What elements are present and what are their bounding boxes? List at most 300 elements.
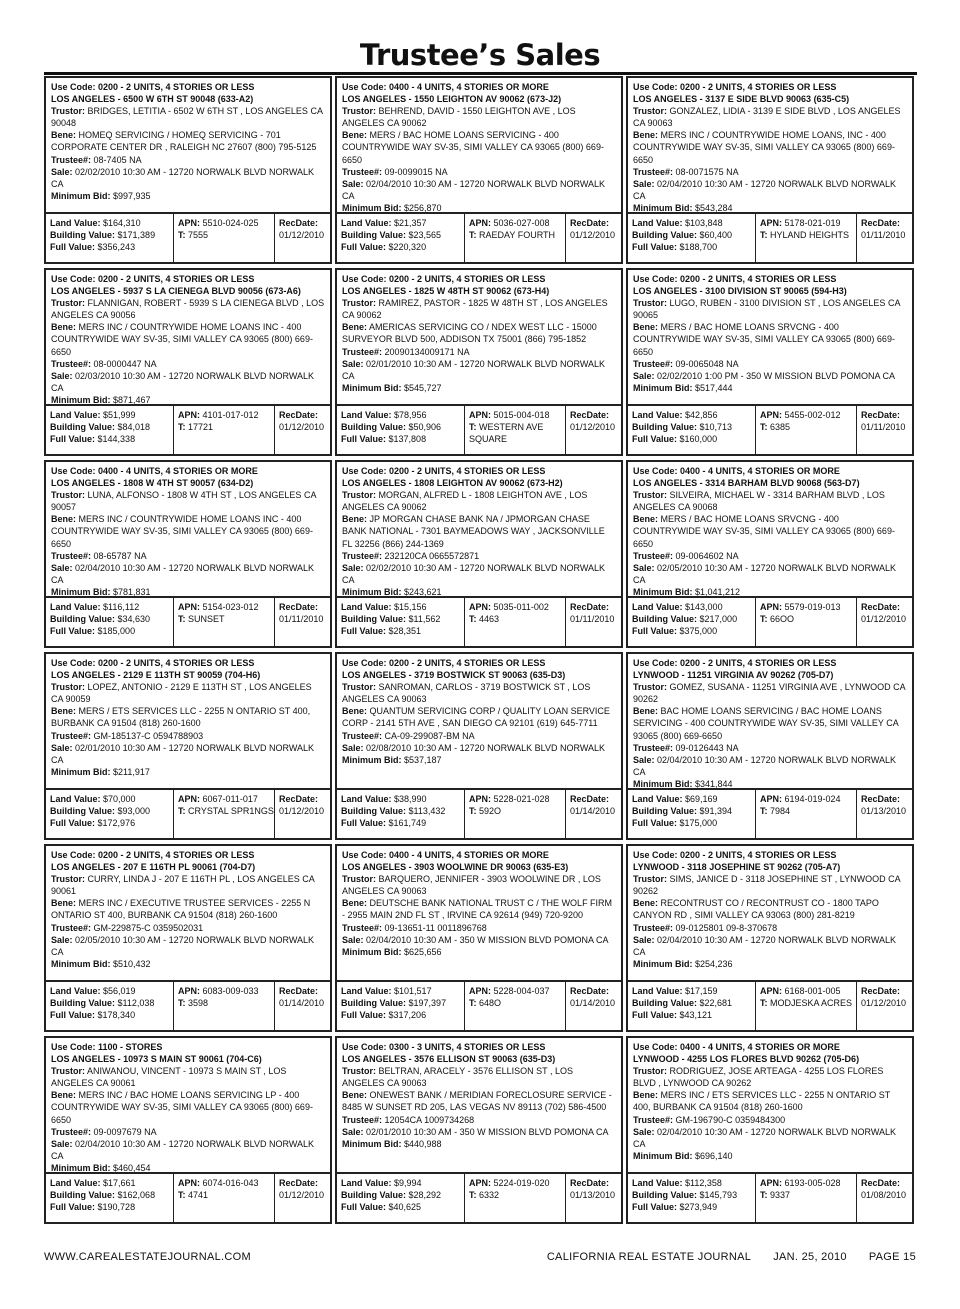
minimum-bid-label: Minimum Bid: bbox=[342, 382, 402, 393]
apn bbox=[760, 793, 856, 805]
beneficiary-label: Bene: bbox=[342, 898, 368, 909]
beneficiary-label: Bene: bbox=[51, 322, 77, 333]
property-address bbox=[51, 669, 325, 681]
building-value-value: $50,906 bbox=[408, 422, 442, 432]
value-block bbox=[46, 598, 174, 646]
listing-card bbox=[335, 460, 623, 648]
trustor bbox=[51, 681, 325, 705]
full-value-value: $137,808 bbox=[388, 434, 427, 444]
apn-block bbox=[174, 1174, 275, 1222]
listings-grid bbox=[44, 76, 917, 1228]
sale-info-value: 02/02/2010 10:30 AM - 12720 NORWALK BLVD NORWALK CA bbox=[342, 562, 605, 585]
beneficiary-value: MERS / BAC HOME LOANS SRVCNG - 400 COUNTRYWIDE WAY SV-35, SIMI VALLEY CA 93065 (800) 669-6650 bbox=[633, 322, 895, 357]
building-value bbox=[632, 805, 755, 817]
trustee-number bbox=[633, 166, 907, 178]
listing-values bbox=[337, 980, 621, 1030]
tract-label: T: bbox=[469, 806, 477, 816]
sale-info-value: 02/04/2010 10:30 AM - 12720 NORWALK BLVD NORWALK CA bbox=[633, 1126, 896, 1149]
trustee-number-value: 09-0099015 NA bbox=[384, 166, 448, 177]
building-value bbox=[50, 421, 173, 433]
beneficiary-label: Bene: bbox=[633, 1090, 659, 1101]
beneficiary-label: Bene: bbox=[51, 1090, 77, 1101]
building-value-value: $91,394 bbox=[699, 806, 733, 816]
trustee-number-label: Trustee#: bbox=[51, 358, 92, 369]
use-code bbox=[51, 849, 325, 861]
recdate-label bbox=[861, 985, 912, 997]
sale-info bbox=[51, 1138, 325, 1162]
minimum-bid-label: Minimum Bid: bbox=[342, 754, 402, 765]
sale-info-label: Sale: bbox=[633, 178, 655, 189]
trustee-number bbox=[342, 166, 616, 178]
value-block bbox=[46, 982, 174, 1030]
trustee-number-label: Trustee#: bbox=[633, 1114, 674, 1125]
tract-value: 3598 bbox=[188, 998, 209, 1008]
recdate-label-text: RecDate: bbox=[570, 410, 610, 420]
listing-card bbox=[44, 652, 332, 840]
recdate-value: 01/12/2010 bbox=[279, 806, 325, 816]
trustor bbox=[51, 873, 325, 897]
land-value bbox=[341, 409, 464, 421]
apn bbox=[178, 601, 274, 613]
minimum-bid bbox=[633, 958, 907, 970]
minimum-bid bbox=[342, 754, 616, 766]
building-value-label: Building Value: bbox=[632, 998, 698, 1008]
building-value-label: Building Value: bbox=[50, 1190, 116, 1200]
trustor-value: SIMS, JANICE D - 3118 JOSEPHINE ST , LYNWOOD CA 90262 bbox=[633, 874, 901, 897]
value-block bbox=[628, 214, 756, 262]
apn-value: 6067-011-017 bbox=[202, 794, 258, 804]
trustee-number-label: Trustee#: bbox=[51, 550, 92, 561]
property-address-text: LYNWOOD - 3118 JOSEPHINE ST 90262 (705-A7) bbox=[633, 862, 841, 873]
listing-card bbox=[44, 268, 332, 456]
apn-label: APN: bbox=[760, 794, 782, 804]
trustee-number bbox=[342, 922, 616, 934]
recdate-block bbox=[857, 982, 912, 1030]
trustor-label: Trustor: bbox=[633, 106, 668, 117]
trustor-value: RODRIGUEZ, JOSE ARTEAGA - 4255 LOS FLORES BLVD , LYNWOOD CA 90262 bbox=[633, 1066, 884, 1089]
minimum-bid-label: Minimum Bid: bbox=[51, 394, 111, 405]
recdate-label bbox=[861, 217, 912, 229]
beneficiary bbox=[342, 897, 616, 921]
trustee-number bbox=[51, 358, 325, 370]
apn-value: 5510-024-025 bbox=[202, 218, 259, 228]
trustee-number-value: 09-0097679 NA bbox=[93, 1126, 157, 1137]
full-value bbox=[50, 625, 173, 637]
apn-block bbox=[465, 790, 566, 838]
trustee-number-label: Trustee#: bbox=[342, 166, 383, 177]
trustor bbox=[633, 1065, 907, 1089]
full-value bbox=[341, 433, 464, 445]
land-value-value: $15,156 bbox=[394, 602, 427, 612]
building-value-label: Building Value: bbox=[50, 422, 116, 432]
beneficiary-value: RECONTRUST CO / RECONTRUST CO - 1800 TAPO CANYON RD , SIMI VALLEY CA 93063 (800) 281-8219 bbox=[633, 898, 879, 921]
value-block bbox=[628, 598, 756, 646]
tract-label: T: bbox=[469, 230, 477, 240]
full-value-value: $40,625 bbox=[388, 1202, 422, 1212]
property-address bbox=[342, 285, 616, 297]
listing-card bbox=[626, 844, 914, 1032]
use-code-text: Use Code: 0200 - 2 UNITS, 4 STORIES OR LESS bbox=[342, 274, 546, 284]
land-value-value: $70,000 bbox=[103, 794, 136, 804]
beneficiary bbox=[51, 1089, 325, 1125]
sale-info-value: 02/04/2010 10:30 AM - 12720 NORWALK BLVD NORWALK CA bbox=[51, 562, 314, 585]
land-value-label: Land Value: bbox=[341, 794, 392, 804]
use-code bbox=[633, 1041, 907, 1053]
beneficiary bbox=[633, 1089, 907, 1113]
listing-details bbox=[628, 1038, 912, 1162]
land-value bbox=[632, 601, 755, 613]
sale-info bbox=[342, 1126, 616, 1138]
trustee-number-value: CA-09-299087-BM NA bbox=[384, 730, 475, 741]
apn bbox=[178, 793, 274, 805]
use-code-text: Use Code: 0200 - 2 UNITS, 4 STORIES OR LESS bbox=[633, 850, 837, 860]
listing-values bbox=[46, 596, 330, 646]
minimum-bid-label: Minimum Bid: bbox=[342, 1138, 402, 1149]
minimum-bid-label: Minimum Bid: bbox=[342, 946, 402, 957]
tract bbox=[178, 421, 274, 433]
trustor-label: Trustor: bbox=[342, 874, 377, 885]
listing-details bbox=[46, 654, 330, 778]
recdate-value: 01/12/2010 bbox=[861, 998, 907, 1008]
trustor-label: Trustor: bbox=[342, 298, 377, 309]
trustee-number-value: 09-0125801 09-8-370678 bbox=[675, 922, 778, 933]
building-value-value: $113,432 bbox=[408, 806, 446, 816]
trustee-number-label: Trustee#: bbox=[51, 154, 92, 165]
recdate-label-text: RecDate: bbox=[279, 410, 319, 420]
building-value bbox=[50, 1189, 173, 1201]
value-block bbox=[337, 214, 465, 262]
apn bbox=[178, 985, 274, 997]
recdate-block bbox=[857, 598, 912, 646]
minimum-bid-value: $211,917 bbox=[113, 766, 150, 777]
trustor bbox=[51, 297, 325, 321]
apn-label: APN: bbox=[469, 794, 491, 804]
listing-values bbox=[628, 404, 912, 454]
trustor bbox=[633, 873, 907, 897]
building-value bbox=[341, 805, 464, 817]
listing-details bbox=[46, 78, 330, 202]
recdate-block bbox=[275, 214, 330, 262]
sale-info-label: Sale: bbox=[342, 178, 364, 189]
recdate-value: 01/12/2010 bbox=[570, 422, 616, 432]
trustor-value: BARQUERO, JENNIFER - 3903 WOOLWINE DR , LOS ANGELES CA 90063 bbox=[342, 874, 601, 897]
beneficiary-label: Bene: bbox=[342, 706, 368, 717]
tract-value: 6332 bbox=[479, 1190, 500, 1200]
value-block bbox=[628, 982, 756, 1030]
building-value-label: Building Value: bbox=[50, 998, 116, 1008]
tract-value: 7984 bbox=[770, 806, 791, 816]
tract-label: T: bbox=[178, 998, 186, 1008]
trustee-number-label: Trustee#: bbox=[633, 550, 674, 561]
recdate-label bbox=[279, 217, 330, 229]
recdate-block bbox=[857, 214, 912, 262]
land-value-label: Land Value: bbox=[50, 794, 101, 804]
apn-value: 5579-019-013 bbox=[784, 602, 841, 612]
land-value-label: Land Value: bbox=[632, 602, 683, 612]
listing-card bbox=[335, 652, 623, 840]
land-value bbox=[341, 1177, 464, 1189]
recdate-label bbox=[861, 793, 912, 805]
use-code-text: Use Code: 0200 - 2 UNITS, 4 STORIES OR LESS bbox=[633, 658, 837, 668]
beneficiary bbox=[51, 897, 325, 921]
listing-values bbox=[337, 212, 621, 262]
full-value bbox=[341, 625, 464, 637]
trustee-number bbox=[633, 922, 907, 934]
sale-info-value: 02/02/2010 10:30 AM - 12720 NORWALK BLVD NORWALK CA bbox=[51, 166, 314, 189]
trustor-value: GOMEZ, SUSANA - 11251 VIRGINIA AVE , LYNWOOD CA 90262 bbox=[633, 682, 906, 705]
beneficiary bbox=[633, 513, 907, 549]
property-address bbox=[342, 861, 616, 873]
beneficiary-label: Bene: bbox=[633, 130, 659, 141]
recdate-value: 01/13/2010 bbox=[570, 1190, 616, 1200]
property-address-text: LOS ANGELES - 3576 ELLISON ST 90063 (635-D3) bbox=[342, 1054, 556, 1065]
beneficiary-value: MERS / BAC HOME LOANS SRVCNG - 400 COUNTRYWIDE WAY SV-35, SIMI VALLEY CA 93065 (800) 669-6650 bbox=[633, 514, 895, 549]
trustor-value: LUNA, ALFONSO - 1808 W 4TH ST , LOS ANGELES CA 90057 bbox=[51, 490, 316, 513]
sale-info-label: Sale: bbox=[633, 562, 655, 573]
beneficiary-label: Bene: bbox=[51, 706, 77, 717]
minimum-bid bbox=[633, 382, 907, 394]
trustor-label: Trustor: bbox=[51, 106, 86, 117]
apn-label: APN: bbox=[178, 794, 200, 804]
use-code-text: Use Code: 0400 - 4 UNITS, 4 STORIES OR MORE bbox=[633, 1042, 840, 1052]
recdate-value: 01/11/2010 bbox=[570, 614, 615, 624]
sale-info-label: Sale: bbox=[342, 562, 364, 573]
trustor-value: GONZALEZ, LIDIA - 3139 E SIDE BLVD , LOS ANGELES CA 90063 bbox=[633, 106, 901, 129]
building-value bbox=[632, 229, 755, 241]
property-address bbox=[51, 477, 325, 489]
property-address-text: LOS ANGELES - 10973 S MAIN ST 90061 (704-C6) bbox=[51, 1054, 262, 1065]
land-value bbox=[50, 793, 173, 805]
trustor bbox=[342, 873, 616, 897]
full-value-label: Full Value: bbox=[341, 242, 387, 252]
footer-website[interactable]: WWW.CAREALESTATEJOURNAL.COM bbox=[44, 1251, 251, 1263]
trustee-number-value: 08-65787 NA bbox=[93, 550, 147, 561]
sale-info-label: Sale: bbox=[51, 742, 73, 753]
recdate-label-text: RecDate: bbox=[861, 602, 901, 612]
land-value bbox=[632, 409, 755, 421]
land-value-value: $101,517 bbox=[394, 986, 432, 996]
tract-label: T: bbox=[178, 806, 186, 816]
recdate-block bbox=[566, 790, 621, 838]
tract bbox=[178, 805, 274, 817]
minimum-bid bbox=[342, 946, 616, 958]
minimum-bid-value: $243,621 bbox=[404, 586, 442, 597]
apn-block bbox=[756, 214, 857, 262]
minimum-bid bbox=[342, 382, 616, 394]
recdate-label-text: RecDate: bbox=[861, 794, 901, 804]
sale-info-label: Sale: bbox=[342, 1126, 364, 1137]
apn-value: 6193-005-028 bbox=[784, 1178, 841, 1188]
apn bbox=[760, 1177, 856, 1189]
use-code bbox=[51, 465, 325, 477]
recdate-label-text: RecDate: bbox=[570, 986, 610, 996]
recdate-label-text: RecDate: bbox=[570, 794, 610, 804]
full-value-value: $273,949 bbox=[679, 1202, 718, 1212]
property-address-text: LOS ANGELES - 3314 BARHAM BLVD 90068 (563-D7) bbox=[633, 478, 860, 489]
building-value-label: Building Value: bbox=[632, 806, 698, 816]
beneficiary-label: Bene: bbox=[342, 514, 368, 525]
minimum-bid-value: $510,432 bbox=[113, 958, 151, 969]
land-value-value: $51,999 bbox=[103, 410, 136, 420]
apn bbox=[178, 409, 274, 421]
apn-block bbox=[756, 1174, 857, 1222]
recdate-label bbox=[570, 217, 621, 229]
beneficiary-value: MERS INC / ETS SERVICES LLC - 2255 N ONTARIO ST 400, BURBANK CA 91504 (818) 260-1600 bbox=[633, 1090, 891, 1113]
land-value-label: Land Value: bbox=[50, 410, 101, 420]
listing-details bbox=[628, 846, 912, 970]
trustee-number bbox=[51, 1126, 325, 1138]
beneficiary-label: Bene: bbox=[633, 706, 659, 717]
recdate-label bbox=[861, 409, 912, 421]
recdate-label-text: RecDate: bbox=[279, 218, 319, 228]
trustee-number-value: GM-196790-C 0359484300 bbox=[675, 1114, 786, 1125]
apn-block bbox=[465, 982, 566, 1030]
property-address-text: LOS ANGELES - 3719 BOSTWICK ST 90063 (635-D3) bbox=[342, 670, 566, 681]
full-value-value: $356,243 bbox=[97, 242, 136, 252]
use-code-text: Use Code: 1100 - STORES bbox=[51, 1042, 163, 1052]
use-code bbox=[633, 81, 907, 93]
property-address bbox=[633, 1053, 907, 1065]
land-value-value: $78,956 bbox=[394, 410, 427, 420]
property-address bbox=[633, 861, 907, 873]
minimum-bid-label: Minimum Bid: bbox=[51, 586, 111, 597]
tract-value: 7555 bbox=[188, 230, 209, 240]
tract bbox=[760, 613, 856, 625]
listing-details bbox=[337, 78, 621, 214]
apn-value: 5178-021-019 bbox=[784, 218, 841, 228]
land-value-value: $116,112 bbox=[103, 602, 140, 612]
minimum-bid-value: $543,284 bbox=[695, 202, 733, 213]
beneficiary bbox=[342, 129, 616, 165]
land-value-label: Land Value: bbox=[632, 1178, 683, 1188]
trustee-number-label: Trustee#: bbox=[633, 922, 674, 933]
trustee-number-label: Trustee#: bbox=[633, 742, 674, 753]
listing-card bbox=[44, 460, 332, 648]
full-value bbox=[632, 433, 755, 445]
land-value-value: $69,169 bbox=[685, 794, 718, 804]
recdate-label-text: RecDate: bbox=[570, 218, 610, 228]
beneficiary-value: MERS INC / COUNTRYWIDE HOME LOANS INC - 400 COUNTRYWIDE WAY SV-35, SIMI VALLEY CA 93065 (800) 669-6650 bbox=[51, 322, 313, 357]
recdate-label bbox=[570, 601, 621, 613]
trustor bbox=[633, 489, 907, 513]
trustor-value: RAMIREZ, PASTOR - 1825 W 48TH ST , LOS ANGELES CA 90062 bbox=[342, 298, 608, 321]
property-address-text: LOS ANGELES - 3903 WOOLWINE DR 90063 (635-E3) bbox=[342, 862, 569, 873]
listing-card bbox=[44, 844, 332, 1032]
sale-info-value: 02/04/2010 10:30 AM - 12720 NORWALK BLVD NORWALK CA bbox=[633, 754, 896, 777]
property-address bbox=[633, 669, 907, 681]
tract-value: 66OO bbox=[770, 614, 795, 624]
tract bbox=[469, 421, 565, 445]
trustee-number-label: Trustee#: bbox=[342, 922, 383, 933]
tract bbox=[760, 997, 856, 1009]
trustee-number bbox=[342, 1114, 616, 1126]
recdate-label bbox=[279, 985, 330, 997]
recdate-block bbox=[275, 982, 330, 1030]
apn-label: APN: bbox=[760, 410, 782, 420]
apn-label: APN: bbox=[178, 602, 200, 612]
beneficiary-label: Bene: bbox=[51, 514, 77, 525]
trustee-number bbox=[342, 550, 616, 562]
value-block bbox=[628, 406, 756, 454]
apn-label: APN: bbox=[178, 218, 200, 228]
sale-info-label: Sale: bbox=[633, 754, 655, 765]
apn-value: 5154-023-012 bbox=[202, 602, 259, 612]
apn-block bbox=[756, 790, 857, 838]
full-value bbox=[632, 1201, 755, 1213]
trustee-number bbox=[51, 922, 325, 934]
recdate-label bbox=[570, 409, 621, 421]
land-value-label: Land Value: bbox=[341, 218, 392, 228]
land-value-label: Land Value: bbox=[50, 986, 101, 996]
land-value bbox=[341, 217, 464, 229]
full-value-value: $317,206 bbox=[388, 1010, 427, 1020]
property-address-text: LOS ANGELES - 2129 E 113TH ST 90059 (704-H6) bbox=[51, 670, 261, 681]
use-code bbox=[633, 657, 907, 669]
sale-info-value: 02/04/2010 10:30 AM - 350 W MISSION BLVD POMONA CA bbox=[366, 934, 609, 945]
recdate-value: 01/12/2010 bbox=[570, 230, 616, 240]
value-block bbox=[337, 1174, 465, 1222]
trustee-number-label: Trustee#: bbox=[342, 550, 383, 561]
recdate-label-text: RecDate: bbox=[861, 218, 901, 228]
trustee-number-value: GM-185137-C 0594788903 bbox=[93, 730, 204, 741]
full-value-value: $144,338 bbox=[97, 434, 136, 444]
apn-value: 5015-004-018 bbox=[493, 410, 550, 420]
use-code bbox=[342, 1041, 616, 1053]
building-value-value: $93,000 bbox=[117, 806, 151, 816]
full-value bbox=[50, 433, 173, 445]
recdate-label-text: RecDate: bbox=[279, 794, 319, 804]
minimum-bid-label: Minimum Bid: bbox=[633, 586, 693, 597]
sale-info-label: Sale: bbox=[633, 370, 655, 381]
recdate-label-text: RecDate: bbox=[861, 410, 901, 420]
trustee-number-label: Trustee#: bbox=[51, 1126, 92, 1137]
trustor bbox=[342, 681, 616, 705]
apn bbox=[178, 1177, 274, 1189]
recdate-value: 01/12/2010 bbox=[279, 422, 325, 432]
apn-label: APN: bbox=[178, 1178, 200, 1188]
building-value bbox=[632, 1189, 755, 1201]
beneficiary-value: MERS / ETS SERVICES LLC - 2255 N ONTARIO ST 400, BURBANK CA 91504 (818) 260-1600 bbox=[51, 706, 311, 729]
property-address-text: LOS ANGELES - 3100 DIVISION ST 90065 (594-H3) bbox=[633, 286, 847, 297]
use-code-text: Use Code: 0200 - 2 UNITS, 4 STORIES OR LESS bbox=[51, 274, 255, 284]
listing-details bbox=[46, 462, 330, 598]
building-value-label: Building Value: bbox=[632, 230, 698, 240]
title-rule bbox=[44, 72, 917, 75]
listing-details bbox=[337, 462, 621, 598]
use-code bbox=[633, 465, 907, 477]
full-value-label: Full Value: bbox=[50, 626, 96, 636]
full-value bbox=[50, 1009, 173, 1021]
land-value-value: $42,856 bbox=[685, 410, 718, 420]
full-value-label: Full Value: bbox=[50, 434, 96, 444]
tract bbox=[469, 613, 565, 625]
land-value-value: $164,310 bbox=[103, 218, 141, 228]
land-value bbox=[50, 601, 173, 613]
tract-value: RAEDAY FOURTH bbox=[479, 230, 556, 240]
beneficiary bbox=[342, 321, 616, 345]
sale-info bbox=[51, 934, 325, 958]
apn-value: 5455-002-012 bbox=[784, 410, 841, 420]
property-address-text: LYNWOOD - 4255 LOS FLORES BLVD 90262 (705-D6) bbox=[633, 1054, 860, 1065]
land-value bbox=[50, 985, 173, 997]
use-code-text: Use Code: 0200 - 2 UNITS, 4 STORIES OR LESS bbox=[51, 82, 255, 92]
apn-value: 5035-011-002 bbox=[493, 602, 549, 612]
trustor-value: BRIDGES, LETITIA - 6502 W 6TH ST , LOS ANGELES CA 90048 bbox=[51, 106, 323, 129]
apn-block bbox=[465, 214, 566, 262]
recdate-label-text: RecDate: bbox=[570, 1178, 610, 1188]
listing-details bbox=[46, 1038, 330, 1174]
tract bbox=[469, 229, 565, 241]
